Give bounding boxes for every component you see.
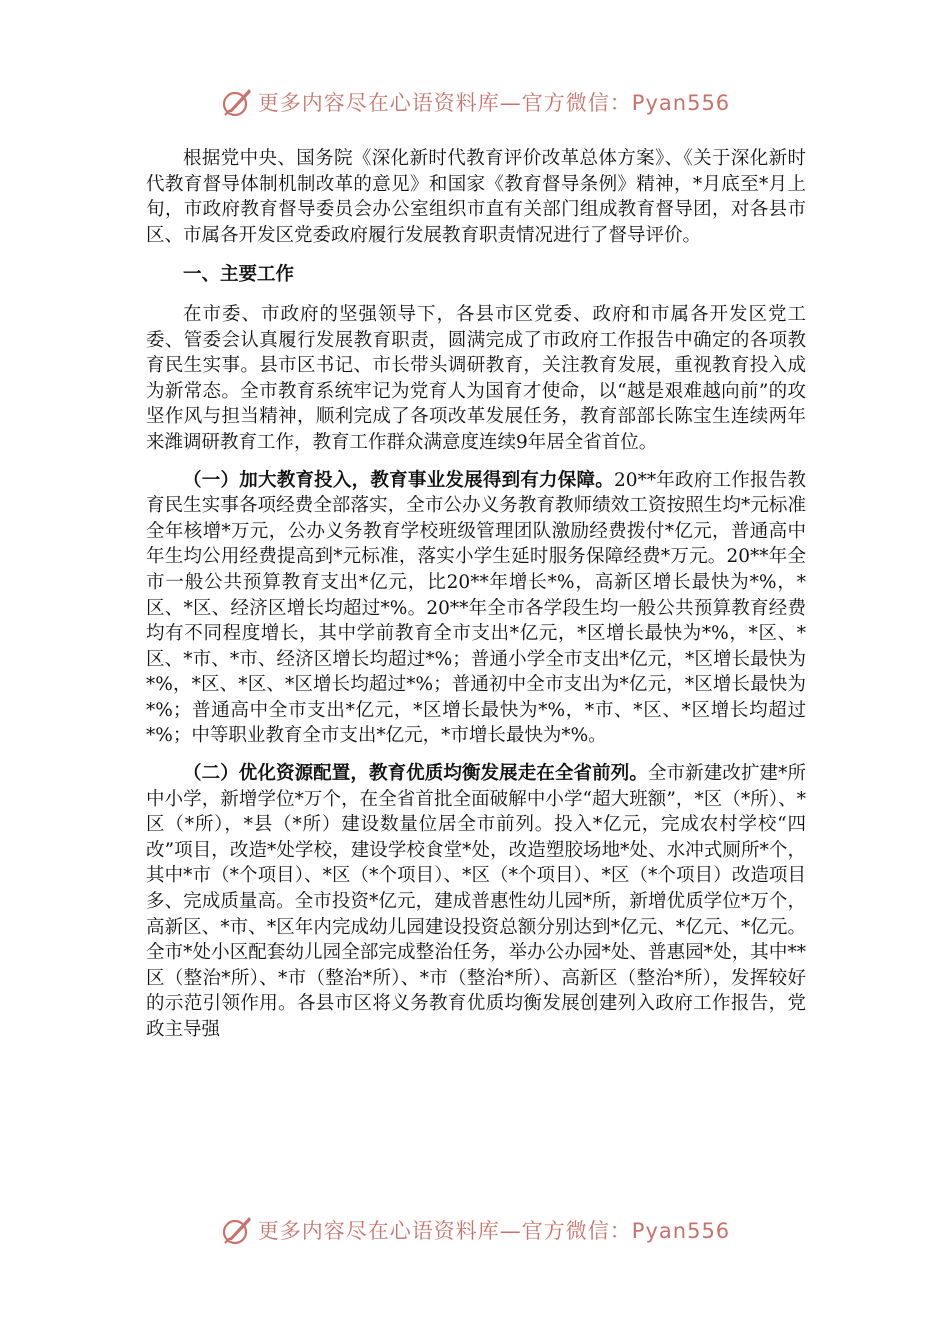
header-banner bbox=[0, 82, 950, 122]
item-body-2: 全市新建改扩建*所中小学，新增学位*万个，在全省首批全面破解中小学“超大班额”，*区（*所）、*区（*所），*县（*所）建设数量位居全市前列。投入*亿元，完成农村学校“四改”项目，改造*处学校，建设学校食堂*处，改造塑胶场地*处、水冲式厕所*个，其中*市（*个项目）、*区（*个项目）、*区（*个项目）、*区（*个项目）改造项目多、完成质量高。全市投资*亿元，建成普惠性幼儿园*所，新增优质学位*万个，高新区、*市、*区年内完成幼儿园建设投资总额分别达到*亿元、*亿元、*亿元。全市*处小区配套幼儿园全部完成整治任务，举办公办园*处、普惠园*处，其中**区（整治*所）、*市（整治*所）、*市（整治*所）、高新区（整治*所），发挥较好的示范引领作用。各县市区将义务教育优质均衡发展创建列入政府工作报告，党政主导强 bbox=[146, 763, 806, 1040]
intro-paragraph: 根据党中央、国务院《深化新时代教育评价改革总体方案》、《关于深化新时代教育督导体制机制改革的意见》和国家《教育督导条例》精神，*月底至*月上旬，市政府教育督导委员会办公室组织市直有关部门组成教育督导团，对各县市区、市属各开发区党委政府履行发展教育职责情况进行了督导评价。 bbox=[146, 148, 806, 246]
quill-pen-icon bbox=[220, 85, 254, 119]
quill-pen-icon bbox=[220, 1213, 254, 1247]
section-paragraph: 在市委、市政府的坚强领导下，各县市区党委、政府和市属各开发区党工委、管委会认真履行发展教育职责，圆满完成了市政府工作报告中确定的各项教育民生实事。县市区书记、市长带头调研教育，关注教育发展，重视教育投入成为新常态。全市教育系统牢记为党育人为国育才使命，以“越是艰难越向前”的攻坚作风与担当精神，顺利完成了各项改革发展任务，教育部部长陈宝生连续两年来潍调研教育工作，教育工作群众满意度连续9年居全省首位。 bbox=[146, 303, 806, 453]
banner-text: 更多内容尽在心语资料库—官方微信：Pyan556 bbox=[257, 91, 731, 115]
footer-banner bbox=[0, 1210, 950, 1250]
item-paragraph-2 bbox=[146, 761, 806, 1043]
item-paragraph-1 bbox=[146, 468, 806, 750]
document-body bbox=[146, 146, 806, 1055]
section-heading: 一、主要工作 bbox=[183, 264, 295, 286]
item-lead-1: （一）加大教育投入，教育事业发展得到有力保障。 bbox=[183, 469, 615, 491]
item-body-1: 20**年政府工作报告教育民生实事各项经费全部落实，全市公办义务教育教师绩效工资按照生均*元标准全年核增*万元，公办义务教育学校班级管理团队激励经费拨付*亿元，普通高中年生均公用经费提高到*元标准，落实小学生延时服务保障经费*万元。20**年全市一般公共预算教育支出*亿元，比20**年增长*%，高新区增长最快为*%，*区、*区、经济区增长均超过*%。20**年全市各学段生均一般公共预算教育经费均有不同程度增长，其中学前教育全市支出*亿元，*区增长最快为*%，*区、*区、*市、*市、经济区增长均超过*%；普通小学全市支出*亿元，*区增长最快为*%，*区、*区、*区增长均超过*%；普通初中全市支出为*亿元，*区增长最快为*%；普通高中全市支出*亿元，*区增长最快为*%，*市、*区、*区增长均超过*%；中等职业教育全市支出*亿元，*市增长最快为*%。 bbox=[146, 469, 806, 747]
banner-text: 更多内容尽在心语资料库—官方微信：Pyan556 bbox=[257, 1219, 731, 1243]
item-lead-2: （二）优化资源配置，教育优质均衡发展走在全省前列。 bbox=[183, 763, 648, 785]
